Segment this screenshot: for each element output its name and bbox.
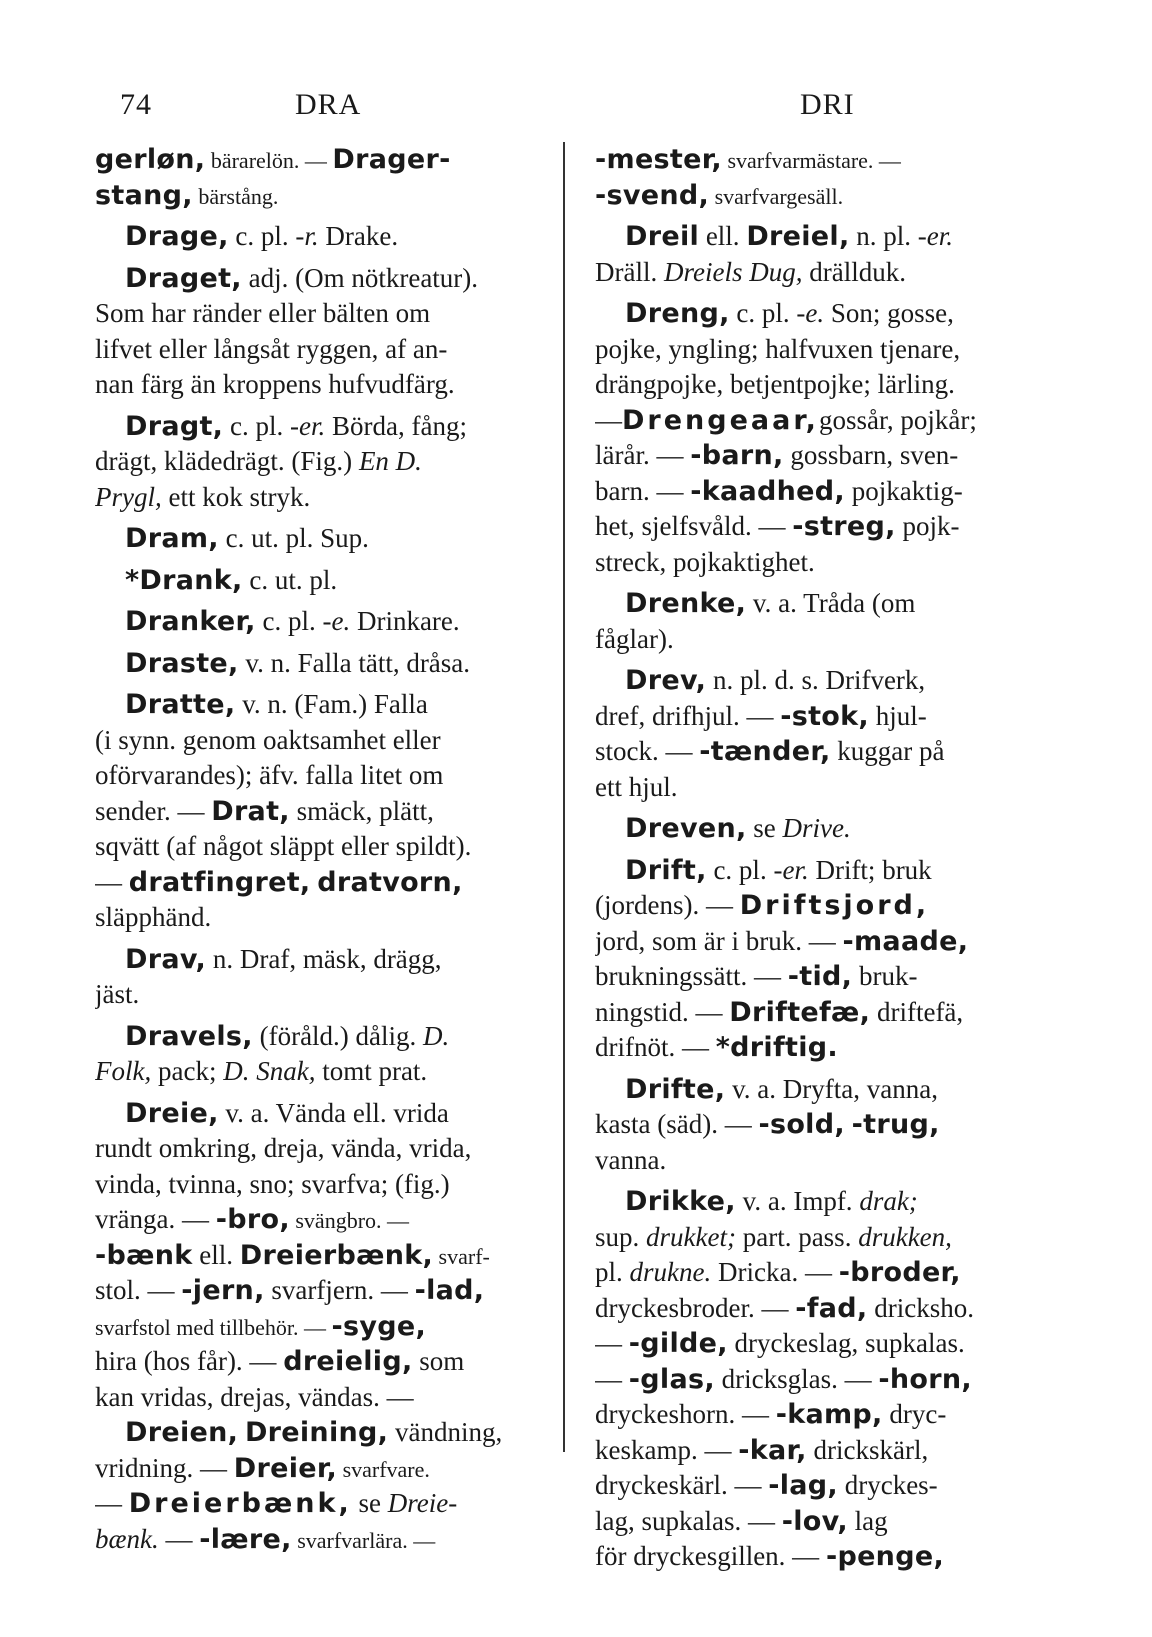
- text-line: [95, 723, 540, 759]
- line-text: svarfvarmästare. —: [721, 148, 901, 173]
- text-line: [95, 332, 540, 368]
- line-text: c. pl.: [255, 606, 323, 636]
- text-line: [95, 1415, 540, 1451]
- text-line: [95, 1522, 540, 1558]
- line-text: som: [412, 1346, 465, 1376]
- line-text: vridning. —: [95, 1452, 234, 1483]
- text-line: [95, 1096, 540, 1132]
- line-text: c. pl.: [706, 854, 774, 885]
- text-line: [595, 1362, 1055, 1398]
- line-text: svarfvargesäll.: [709, 183, 844, 209]
- text-line: [95, 563, 540, 599]
- text-line: [95, 829, 540, 865]
- text-line: [95, 1486, 540, 1522]
- text-line: [95, 219, 540, 255]
- headword: -lag,: [768, 1470, 838, 1501]
- line-text: stol. —: [95, 1275, 182, 1305]
- text-line: [595, 403, 1055, 439]
- line-text: En D.: [358, 446, 422, 476]
- text-line: [95, 480, 540, 516]
- line-text: svarfstol med tillbehör. —: [95, 1314, 332, 1340]
- headword: -svend,: [595, 179, 710, 211]
- line-text: drängpojke, betjentpojke; lärling.: [595, 369, 955, 399]
- text-line: [595, 853, 1055, 889]
- text-line: [595, 1326, 1055, 1362]
- line-text: se: [351, 1488, 388, 1518]
- line-text: sqvätt (af något släppt eller spildt).: [95, 831, 472, 861]
- line-text: dricksglas. —: [714, 1363, 879, 1394]
- line-text: driftefä,: [870, 996, 964, 1027]
- line-text: -er.: [290, 410, 326, 441]
- line-text: c. pl.: [228, 221, 296, 251]
- line-text: dryckes-: [837, 1470, 938, 1500]
- line-text: drägt, klädedrägt. (Fig.): [95, 446, 359, 476]
- text-line: [595, 770, 1055, 806]
- text-line: [95, 1202, 540, 1238]
- text-line: [595, 255, 1055, 291]
- text-line: [95, 1054, 540, 1090]
- text-line: [95, 178, 540, 214]
- headword: -bro,: [215, 1204, 290, 1235]
- line-text: drällduk.: [802, 256, 906, 287]
- line-text: lag: [847, 1505, 888, 1536]
- text-line: [95, 1273, 540, 1309]
- headword: Dreien,: [125, 1417, 239, 1448]
- line-text: -e.: [322, 606, 351, 636]
- line-text: pojkaktig-: [844, 475, 963, 506]
- text-line: [595, 296, 1055, 332]
- text-line: [595, 1468, 1055, 1504]
- line-text: dref, drifhjul. —: [595, 700, 781, 731]
- headword: -tænder,: [699, 736, 831, 767]
- headword: Driftsjord,: [739, 890, 930, 921]
- text-line: [95, 687, 540, 723]
- text-line: [595, 811, 1055, 847]
- headword: Dreiel,: [746, 221, 850, 252]
- line-text: dryckesbroder. —: [595, 1292, 796, 1323]
- line-text: —: [158, 1523, 200, 1554]
- line-text: vinda, tvinna, sno; svarfva; (fig.): [95, 1168, 450, 1199]
- line-text: drak;: [859, 1186, 918, 1216]
- text-line: [95, 794, 540, 830]
- text-line: [595, 663, 1055, 699]
- line-text: kasta (säd). —: [595, 1109, 759, 1139]
- headword: Draget,: [125, 262, 242, 294]
- line-text: jäst.: [95, 979, 140, 1009]
- line-text: smäck, plätt,: [289, 795, 434, 826]
- line-text: c. pl.: [223, 410, 290, 441]
- page-header: [120, 88, 1060, 132]
- headword: -kamp,: [775, 1399, 883, 1430]
- text-line: [95, 758, 540, 794]
- headword: -penge,: [825, 1541, 945, 1572]
- text-line: [595, 219, 1055, 255]
- headword: stang,: [95, 179, 193, 211]
- line-text: vränga. —: [95, 1204, 216, 1234]
- text-line: [95, 1238, 540, 1274]
- line-text: [238, 1417, 245, 1447]
- line-text: -e.: [796, 298, 825, 328]
- text-line: [595, 142, 1055, 178]
- line-text: hira (hos får). —: [95, 1346, 284, 1376]
- line-text: barn. —: [595, 475, 691, 506]
- line-text: gossbarn, sven-: [783, 440, 959, 470]
- line-text: Drake.: [318, 221, 399, 251]
- line-text: drickskärl,: [806, 1434, 929, 1465]
- headword: Dreie,: [125, 1097, 219, 1129]
- line-text: svarfvare.: [337, 1456, 430, 1482]
- line-text: pojk-: [895, 511, 960, 541]
- line-text: drukket;: [646, 1221, 736, 1252]
- text-line: [595, 1539, 1055, 1575]
- line-text: brukningssätt. —: [595, 961, 788, 991]
- text-line: [95, 977, 540, 1013]
- headword: -barn,: [690, 440, 784, 471]
- headword: -lad,: [414, 1275, 485, 1306]
- line-text: pl.: [595, 1257, 630, 1287]
- headword: -lov,: [781, 1505, 848, 1537]
- headword: -glas,: [628, 1363, 715, 1395]
- line-text: drifnöt. —: [595, 1032, 716, 1062]
- text-line: [595, 959, 1055, 995]
- text-line: [95, 261, 540, 297]
- line-text: n. Draf, mäsk, drägg,: [206, 943, 442, 974]
- line-text: pack;: [151, 1056, 224, 1086]
- line-text: c. ut. pl. Sup.: [218, 523, 369, 553]
- line-text: vanna.: [595, 1144, 667, 1175]
- headword: -jern,: [181, 1275, 265, 1306]
- line-text: sup.: [595, 1221, 647, 1252]
- text-line: [595, 178, 1055, 214]
- headword: Dragt,: [125, 410, 224, 442]
- line-text: —: [595, 1328, 629, 1358]
- line-text: bruk-: [852, 961, 918, 991]
- headword: -horn,: [878, 1363, 972, 1395]
- headword: Dreng,: [625, 298, 730, 329]
- headword: -broder,: [838, 1257, 961, 1288]
- line-text: —: [595, 404, 622, 435]
- headword: Drev,: [625, 665, 707, 696]
- line-text: kuggar på: [830, 736, 945, 766]
- line-text: —: [595, 1363, 629, 1394]
- left-guide-word: DRA: [295, 88, 362, 121]
- line-text: gossår, pojkår;: [818, 404, 977, 435]
- text-line: [595, 734, 1055, 770]
- headword: -syge,: [331, 1310, 427, 1342]
- headword: Drengeaar,: [622, 404, 819, 436]
- line-text: Som har ränder eller bälten om: [95, 298, 431, 328]
- line-text: svängbro. —: [289, 1208, 410, 1233]
- line-text: hjul-: [868, 700, 927, 731]
- line-text: —: [95, 866, 129, 897]
- line-text: Drinkare.: [350, 606, 460, 636]
- line-text: pojke, yngling; halfvuxen tjenare,: [595, 333, 961, 364]
- text-line: [95, 444, 540, 480]
- text-line: [95, 1019, 540, 1055]
- line-text: part. pass.: [735, 1221, 859, 1252]
- line-text: Drift; bruk: [808, 854, 932, 885]
- line-text: vändning,: [388, 1417, 503, 1447]
- text-line: [595, 699, 1055, 735]
- line-text: het, sjelfsvåld. —: [595, 511, 793, 541]
- text-line: [595, 1107, 1055, 1143]
- text-line: [595, 995, 1055, 1031]
- headword: Drifte,: [625, 1073, 726, 1105]
- line-text: nan färg än kroppens hufvudfärg.: [95, 369, 455, 399]
- line-text: -r.: [295, 221, 319, 251]
- line-text: v. a. Impf.: [735, 1186, 860, 1216]
- text-line: [595, 1072, 1055, 1108]
- text-line: [595, 1397, 1055, 1433]
- headword: gerløn,: [95, 144, 206, 175]
- text-line: [595, 509, 1055, 545]
- headword: Dreierbænk,: [239, 1239, 434, 1271]
- headword: *Drank,: [125, 564, 243, 596]
- text-line: [95, 1451, 540, 1487]
- line-text: Folk,: [95, 1056, 152, 1086]
- line-text: se: [746, 813, 783, 843]
- line-text: dricksho.: [867, 1292, 974, 1323]
- headword: dreielig,: [283, 1346, 413, 1377]
- text-line: [95, 942, 540, 978]
- line-text: v. a. Dryfta, vanna,: [725, 1073, 938, 1104]
- line-text: c. ut. pl.: [242, 564, 338, 595]
- line-text: svarfjern. —: [264, 1275, 415, 1305]
- column-divider: [563, 142, 565, 1452]
- line-text: lärår. —: [595, 440, 691, 470]
- line-text: bärarelön. —: [205, 148, 333, 173]
- line-text: dryckeshorn. —: [595, 1399, 776, 1429]
- text-line: [95, 1344, 540, 1380]
- line-text: oförvarandes); äfv. falla litet om: [95, 760, 444, 790]
- text-line: [95, 1309, 540, 1345]
- headword: Drat,: [211, 795, 290, 827]
- headword: Dreier,: [233, 1452, 338, 1484]
- headword: -streg,: [792, 511, 896, 542]
- line-text: för dryckesgillen. —: [595, 1541, 826, 1571]
- right-guide-word: DRI: [800, 88, 855, 121]
- headword: Dram,: [125, 523, 219, 554]
- headword: Draste,: [125, 647, 239, 679]
- text-line: [95, 296, 540, 332]
- line-text: tomt prat.: [315, 1056, 428, 1086]
- headword: -tid,: [787, 961, 853, 992]
- line-text: drukken,: [858, 1221, 952, 1252]
- line-text: Dreie-: [387, 1488, 458, 1518]
- text-line: [595, 474, 1055, 510]
- text-line: [95, 865, 540, 901]
- line-text: v. n. Falla tätt, dråsa.: [238, 647, 471, 678]
- line-text: dryckeskärl. —: [595, 1470, 769, 1500]
- headword: Dravels,: [125, 1020, 253, 1052]
- text-line: [95, 1131, 540, 1167]
- line-text: ell.: [192, 1239, 240, 1270]
- headword: Drav,: [125, 943, 207, 975]
- line-text: bärstång.: [192, 183, 279, 209]
- line-text: v. a. Vända ell. vrida: [218, 1097, 449, 1128]
- line-text: D. Snak,: [223, 1056, 316, 1086]
- text-line: [95, 1380, 540, 1416]
- headword: Drage,: [125, 221, 229, 252]
- line-text: jord, som är i bruk. —: [595, 925, 843, 956]
- headword: -mester,: [595, 144, 722, 175]
- line-text: Son; gosse,: [824, 298, 954, 328]
- headword: Dratte,: [125, 689, 236, 720]
- line-text: (föråld.) dålig.: [252, 1020, 424, 1051]
- text-line: [595, 622, 1055, 658]
- text-line: [595, 1504, 1055, 1540]
- line-text: ett hjul.: [595, 771, 678, 802]
- line-text: Dreiels Dug,: [663, 256, 803, 287]
- line-text: sender. —: [95, 795, 212, 826]
- line-text: rundt omkring, dreja, vända, vrida,: [95, 1133, 472, 1163]
- headword: Drager-: [332, 144, 451, 175]
- line-text: dryc-: [882, 1399, 947, 1429]
- text-line: [95, 521, 540, 557]
- headword: -bænk: [95, 1239, 193, 1271]
- line-text: Börda, fång;: [325, 410, 467, 441]
- headword: -maade,: [842, 925, 969, 957]
- text-line: [595, 1255, 1055, 1291]
- headword: dratfingret,: [128, 866, 311, 898]
- line-text: ell.: [699, 221, 747, 251]
- line-text: n. pl. d. s. Drifverk,: [706, 665, 926, 695]
- headword: -sold,: [758, 1109, 845, 1140]
- headword: *driftig.: [715, 1032, 838, 1063]
- text-line: [95, 367, 540, 403]
- headword: Dranker,: [125, 606, 256, 637]
- line-text: fåglar).: [595, 623, 674, 654]
- line-text: kan vridas, drejas, vändas. —: [95, 1381, 414, 1412]
- text-line: [95, 646, 540, 682]
- line-text: c. pl.: [729, 298, 797, 328]
- line-text: svarfvarlära. —: [291, 1527, 436, 1553]
- headword: -kaadhed,: [690, 475, 845, 507]
- line-text: Prygl,: [95, 481, 162, 512]
- line-text: —: [95, 1488, 129, 1518]
- headword: Dreven,: [625, 813, 747, 844]
- text-line: [595, 586, 1055, 622]
- text-line: [95, 1167, 540, 1203]
- headword: -trug,: [851, 1109, 940, 1140]
- line-text: lifvet eller långsåt ryggen, af an-: [95, 333, 448, 364]
- line-text: [845, 1109, 852, 1139]
- headword: Drift,: [625, 854, 707, 886]
- text-line: [95, 409, 540, 445]
- text-line: [595, 888, 1055, 924]
- line-text: ningstid. —: [595, 996, 730, 1027]
- line-text: n. pl.: [849, 221, 918, 251]
- headword: -fad,: [795, 1292, 868, 1324]
- text-line: [95, 900, 540, 936]
- headword: Dreining,: [244, 1417, 389, 1448]
- line-text: D.: [423, 1020, 450, 1051]
- headword: dratvorn,: [317, 866, 463, 898]
- line-text: stock. —: [595, 736, 700, 766]
- line-text: bænk.: [95, 1523, 159, 1554]
- headword: -lære,: [199, 1523, 292, 1555]
- headword: -kar,: [738, 1434, 807, 1466]
- text-line: [595, 1143, 1055, 1179]
- headword: -stok,: [780, 700, 869, 732]
- line-text: (jordens). —: [595, 890, 740, 920]
- text-line: [595, 924, 1055, 960]
- line-text: v. n. (Fam.) Falla: [235, 689, 428, 719]
- headword: Drenke,: [625, 588, 747, 619]
- right-column: [595, 142, 1055, 1575]
- text-line: [595, 367, 1055, 403]
- headword: Drikke,: [625, 1186, 736, 1217]
- line-text: svarf-: [433, 1243, 490, 1269]
- headword: Driftefæ,: [729, 996, 871, 1028]
- text-line: [595, 1433, 1055, 1469]
- text-line: [595, 1030, 1055, 1066]
- line-text: (i synn. genom oaktsamhet eller: [95, 724, 441, 755]
- text-line: [95, 142, 540, 178]
- line-text: ett kok stryk.: [161, 481, 311, 512]
- line-text: -er.: [773, 854, 809, 885]
- line-text: streck, pojkaktighet.: [595, 546, 815, 577]
- text-line: [595, 545, 1055, 581]
- text-line: [595, 332, 1055, 368]
- line-text: -er.: [917, 221, 954, 251]
- left-column: [95, 142, 540, 1557]
- headword: Dreil: [625, 221, 700, 252]
- text-line: [595, 1291, 1055, 1327]
- line-text: Dräll.: [595, 256, 664, 287]
- line-text: adj. (Om nötkreatur).: [241, 262, 479, 293]
- line-text: dryckeslag, supkalas.: [727, 1328, 965, 1358]
- page-number: 74: [120, 88, 152, 121]
- line-text: drukne.: [629, 1257, 712, 1287]
- line-text: Dricka. —: [711, 1257, 839, 1287]
- text-line: [95, 604, 540, 640]
- text-line: [595, 1184, 1055, 1220]
- line-text: v. a. Tråda (om: [746, 588, 916, 618]
- line-text: Drive.: [782, 813, 851, 843]
- line-text: släpphänd.: [95, 902, 212, 932]
- headword: Dreierbænk,: [128, 1488, 352, 1519]
- headword: -gilde,: [628, 1328, 728, 1359]
- text-line: [595, 1220, 1055, 1256]
- text-line: [595, 438, 1055, 474]
- line-text: lag, supkalas. —: [595, 1505, 782, 1536]
- line-text: keskamp. —: [595, 1434, 739, 1465]
